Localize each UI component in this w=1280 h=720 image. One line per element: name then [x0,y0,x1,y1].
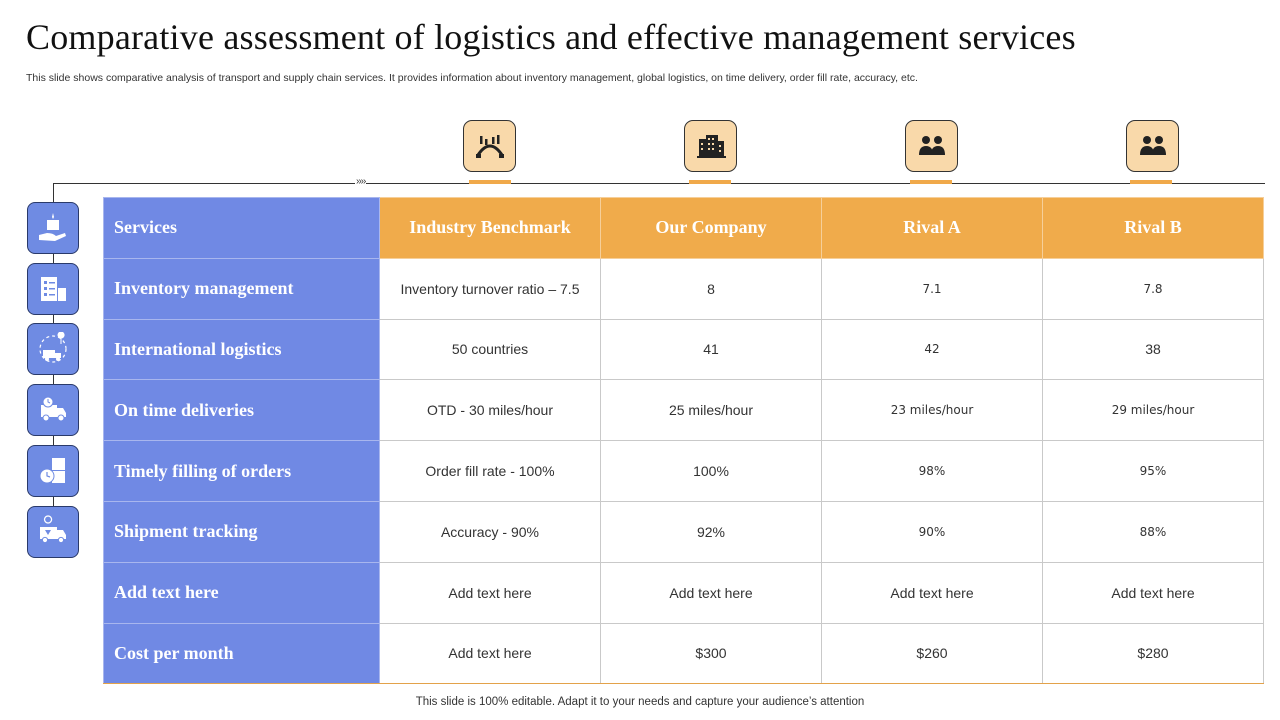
table-row [104,258,1264,319]
table-cell: 42 [822,319,1043,380]
box-hand-icon [27,202,79,254]
table-row [104,623,1264,684]
table-cell: Add text here [1043,562,1264,623]
connector-arrows: ›››› [356,176,366,187]
column-accent-bar [469,180,511,184]
header-cell: Services [104,198,380,259]
table-cell: Add text here [380,562,601,623]
table-cell: 88% [1043,501,1264,562]
table-cell: 100% [601,441,822,502]
table-cell: 50 countries [380,319,601,380]
rival-people-icon [1126,120,1179,172]
connector-horizontal-line [53,183,1265,184]
service-label: Add text here [104,562,380,623]
table-cell: 8 [601,258,822,319]
column-accent-bar [1130,180,1172,184]
table-cell: 41 [601,319,822,380]
header-cell: Rival A [822,198,1043,259]
service-label: Cost per month [104,623,380,684]
global-shipping-icon [27,323,79,375]
table-cell: OTD - 30 miles/hour [380,380,601,441]
column-accent-bar [910,180,952,184]
table-cell: 29 miles/hour [1043,380,1264,441]
header-cell: Our Company [601,198,822,259]
slide-subtitle: This slide shows comparative analysis of transport and supply chain services. It provides information about inventory management, global logistics, on time delivery, order fill rate, accuracy, etc. [26,72,918,84]
service-label: Timely filling of orders [104,441,380,502]
service-label: On time deliveries [104,380,380,441]
slide-title: Comparative assessment of logistics and effective management services [26,17,1076,57]
table-cell: 7.8 [1043,258,1264,319]
delivery-truck-clock-icon [27,384,79,436]
table-cell: 90% [822,501,1043,562]
table-row [104,441,1264,502]
service-label: Inventory management [104,258,380,319]
table-cell: $300 [601,623,822,684]
table-cell: Add text here [601,562,822,623]
column-accent-bar [689,180,731,184]
table-cell: 25 miles/hour [601,380,822,441]
benchmark-bridge-icon [463,120,516,172]
table-cell: Accuracy - 90% [380,501,601,562]
table-cell: 23 miles/hour [822,380,1043,441]
table-cell: Inventory turnover ratio – 7.5 [380,258,601,319]
inventory-checklist-icon [27,263,79,315]
table-cell: 92% [601,501,822,562]
rival-people-icon [905,120,958,172]
shipment-tracking-truck-icon [27,506,79,558]
header-cell: Rival B [1043,198,1264,259]
service-label: International logistics [104,319,380,380]
table-cell: 95% [1043,441,1264,502]
table-cell: 38 [1043,319,1264,380]
order-boxes-icon [27,445,79,497]
table-row [104,319,1264,380]
table-cell: 7.1 [822,258,1043,319]
table-cell: Order fill rate - 100% [380,441,601,502]
table-row [104,501,1264,562]
table-cell: $260 [822,623,1043,684]
table-cell: 98% [822,441,1043,502]
table-cell: Add text here [822,562,1043,623]
table-cell: Add text here [380,623,601,684]
table-row [104,380,1264,441]
table-cell: $280 [1043,623,1264,684]
table-header-row [104,198,1264,259]
company-building-icon [684,120,737,172]
slide-footer: This slide is 100% editable. Adapt it to your needs and capture your audience’s attention [415,696,865,708]
header-cell: Industry Benchmark [380,198,601,259]
table-row [104,562,1264,623]
service-label: Shipment tracking [104,501,380,562]
comparison-table [103,197,1264,684]
